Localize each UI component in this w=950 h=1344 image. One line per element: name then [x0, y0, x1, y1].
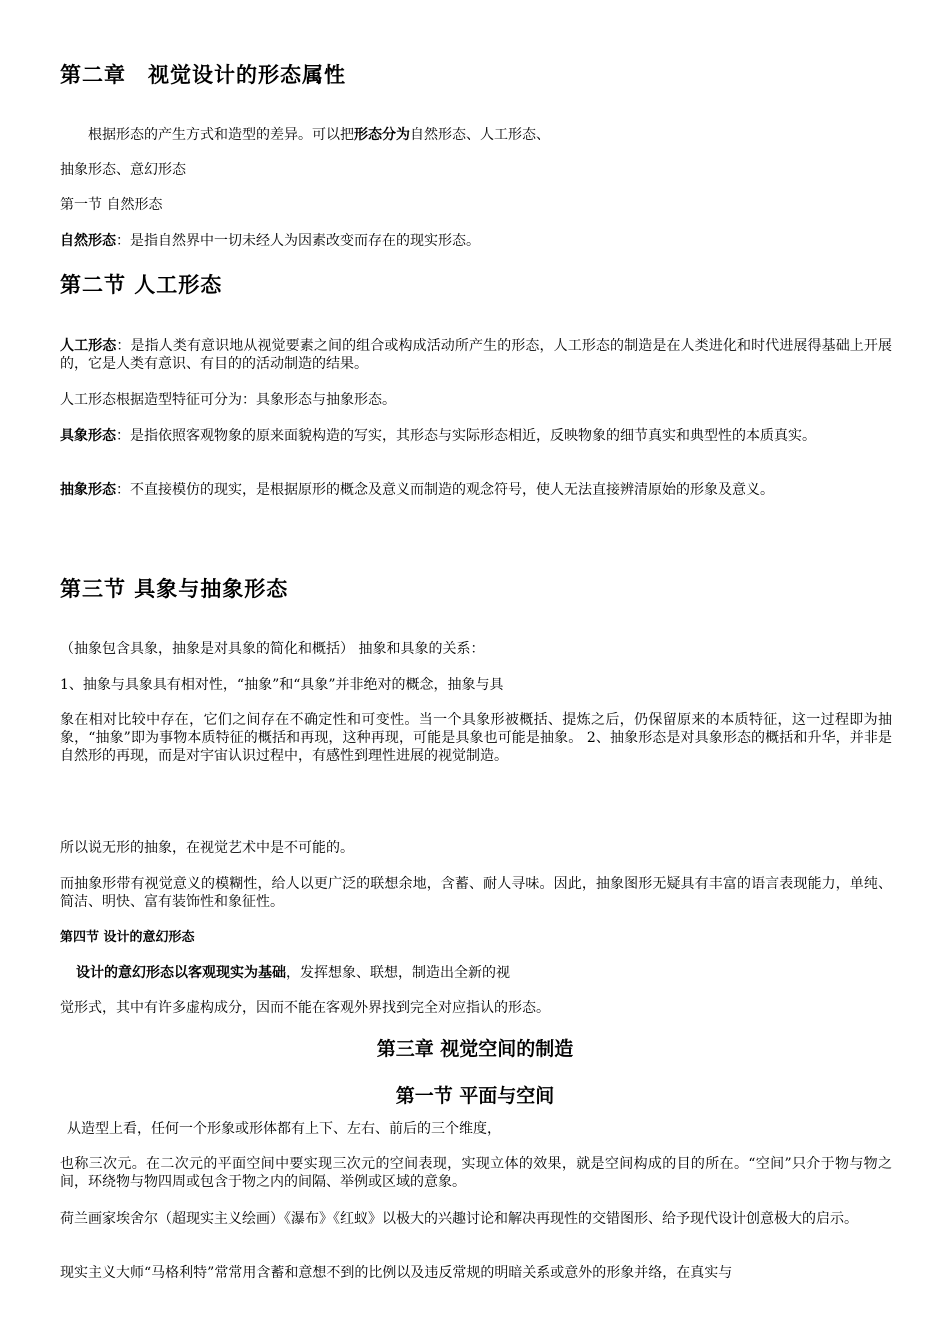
escher-paragraph: 荷兰画家埃舍尔（超现实主义绘画）《瀑布》《红蚁》以极大的兴趣讨论和解决再现性的交错图形、给予现代设计创意极大的启示。 [60, 1211, 858, 1227]
chapter-3-section-1-title: 第一节 平面与空间 [395, 1085, 555, 1107]
section-1-title: 第一节 自然形态 [60, 197, 163, 213]
intro-text-c: 自然形态、人工形态、 [410, 127, 550, 143]
natural-form-term: 自然形态 [60, 233, 116, 249]
artificial-form-split: 人工形态根据造型特征可分为：具象形态与抽象形态。 [60, 392, 396, 408]
chapter-2-title: 第二章 视觉设计的形态属性 [60, 62, 346, 87]
section-3-conclusion: 所以说无形的抽象，在视觉艺术中是不可能的。 [60, 840, 354, 856]
natural-form-definition [60, 232, 892, 250]
concrete-form-definition [60, 427, 892, 445]
section-2-title: 第二节 人工形态 [60, 272, 223, 297]
artificial-form-definition [60, 337, 892, 373]
fantasy-form-line-2: 觉形式，其中有许多虚构成分，因而不能在客观外界找到完全对应指认的形态。 [60, 1000, 550, 1016]
artificial-form-term: 人工形态 [60, 338, 117, 354]
abstract-form-term: 抽象形态 [60, 482, 116, 498]
fantasy-form-paragraph [60, 964, 892, 982]
magritte-paragraph: 现实主义大师“马格利特”常常用含蓄和意想不到的比例以及违反常规的明暗关系或意外的形象并络，在真实与 [60, 1265, 733, 1281]
intro-text-a: 根据形态的产生方式和造型的差异。可以把 [88, 127, 354, 143]
section-3-point-1: 1、抽象与具象具有相对性，“抽象”和“具象”并非绝对的概念，抽象与具 [60, 677, 504, 693]
fantasy-form-bold: 设计的意幻形态以客观现实为基础 [76, 965, 286, 981]
section-3-note: （抽象包含具象，抽象是对具象的简化和概括） 抽象和具象的关系： [60, 641, 485, 657]
section-3-ambiguity: 而抽象形带有视觉意义的模糊性，给人以更广泛的联想余地，含蓄、耐人寻味。因此，抽象图形无疑具有丰富的语言表现能力，单纯、简洁、明快、富有装饰性和象征性。 [60, 876, 892, 910]
intro-paragraph [60, 126, 892, 144]
chapter-3-title: 第三章 视觉空间的制造 [376, 1038, 574, 1060]
space-paragraph: 也称三次元。在二次元的平面空间中要实现三次元的空间表现，实现立体的效果，就是空间构成的目的所在。“空间”只介于物与物之间，环绕物与物四周或包含于物之内的间隔、举例或区域的意象。 [60, 1156, 892, 1190]
section-3-paragraph: 象在相对比较中存在，它们之间存在不确定性和可变性。当一个具象形被概括、提炼之后，仍保留原来的本质特征，这一过程即为抽象，“抽象”即为事物本质特征的概括和再现，这种再现，可能是具象也可能是抽象。 2、抽象形态是对具象形态的概括和升华，并非是自然形的再现，而是对宇宙认识过程中，有感性到理性进展的视觉制造。 [60, 712, 892, 764]
natural-form-text: ：是指自然界中一切未经人为因素改变而存在的现实形态。 [116, 233, 480, 249]
concrete-form-text: ：是指依照客观物象的原来面貌构造的写实，其形态与实际形态相近，反映物象的细节真实和典型性的本质真实。 [116, 428, 816, 444]
space-line-1: 从造型上看，任何一个形象或形体都有上下、左右、前后的三个维度， [67, 1121, 501, 1137]
artificial-form-text: ：是指人类有意识地从视觉要素之间的组合或构成活动所产生的形态，人工形态的制造是在人类进化和时代进展得基础上开展的，它是人类有意识、有目的的活动制造的结果。 [60, 338, 893, 372]
abstract-form-definition [60, 481, 892, 499]
section-3-title: 第三节 具象与抽象形态 [60, 576, 289, 601]
intro-line-2: 抽象形态、意幻形态 [60, 162, 186, 178]
fantasy-form-text: ，发挥想象、联想，制造出全新的视 [286, 965, 510, 981]
concrete-form-term: 具象形态 [60, 428, 116, 444]
intro-text-bold: 形态分为 [354, 127, 410, 143]
abstract-form-text: ：不直接模仿的现实，是根据原形的概念及意义而制造的观念符号，使人无法直接辨清原始的形象及意义。 [116, 482, 774, 498]
section-4-title: 第四节 设计的意幻形态 [60, 930, 195, 945]
